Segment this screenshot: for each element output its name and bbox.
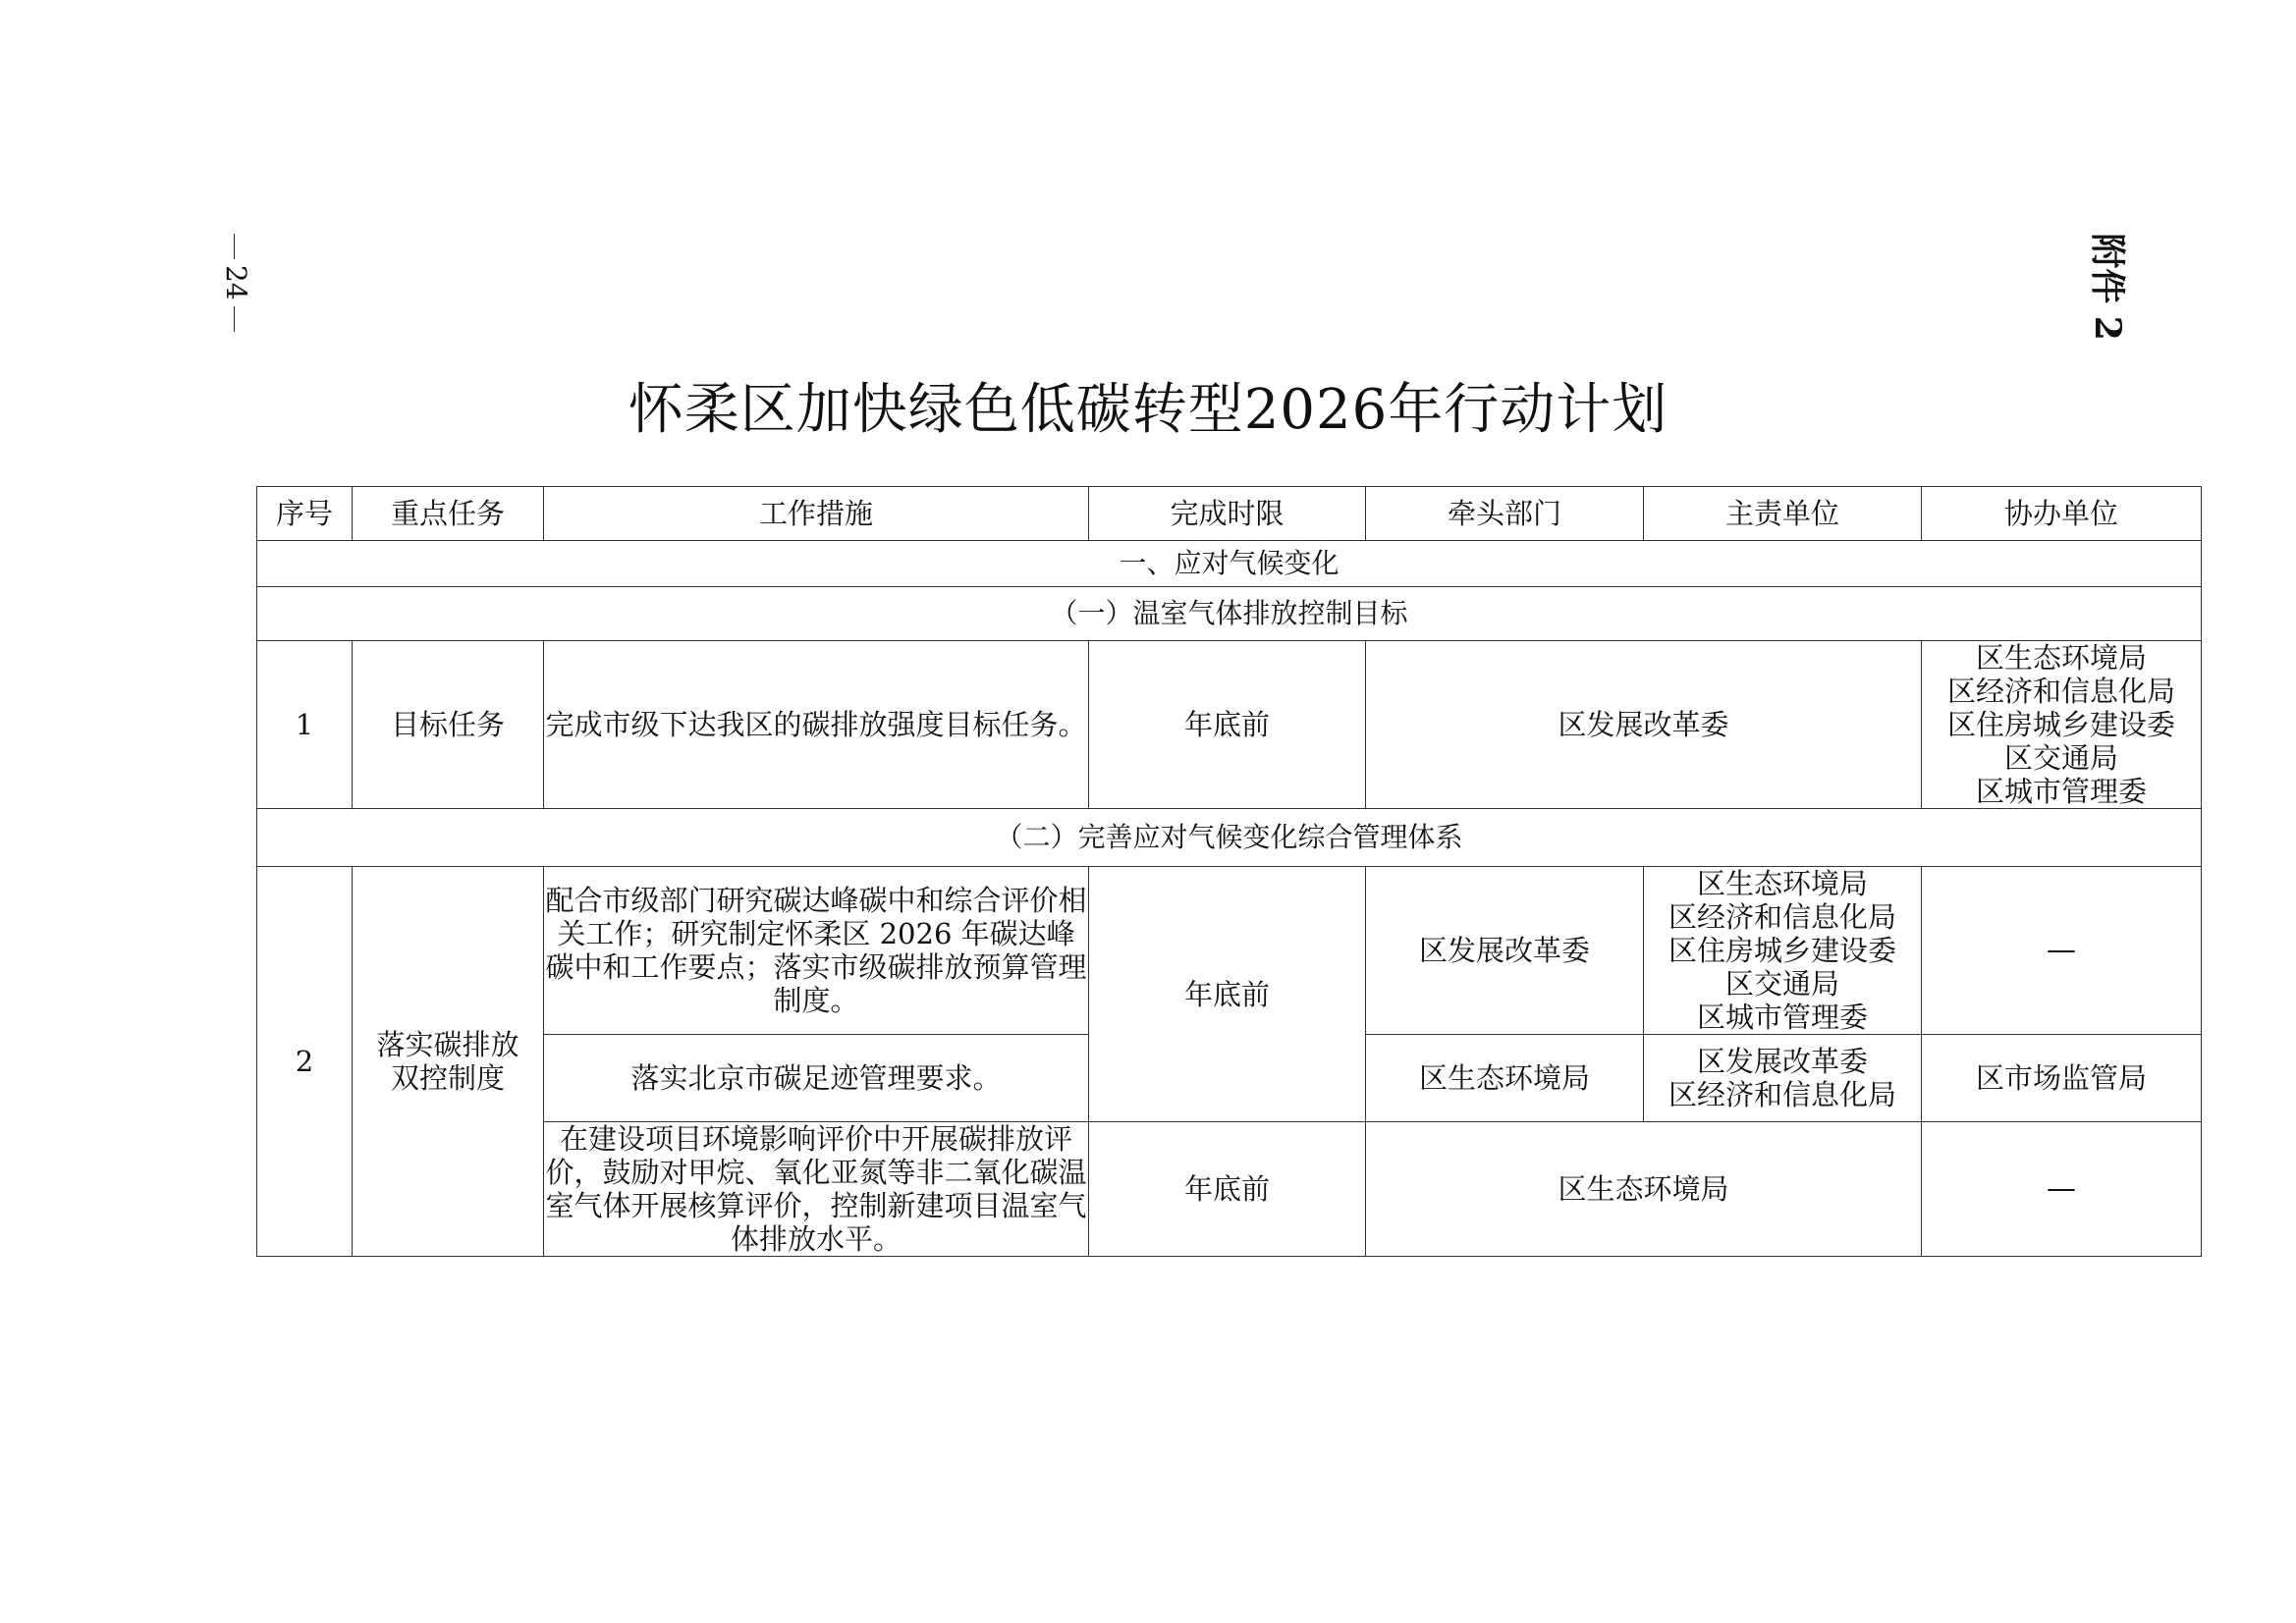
header-measure: 工作措施 xyxy=(544,487,1089,541)
resp-unit: 区城市管理委 xyxy=(1696,1001,1868,1034)
table-header-row xyxy=(257,487,2202,541)
header-seq: 序号 xyxy=(257,487,353,541)
resp-unit: 区经济和信息化局 xyxy=(1667,900,1896,934)
header-resp: 主责单位 xyxy=(1644,487,1922,541)
row-deadline: 年底前 xyxy=(1089,1122,1366,1257)
document-title: 怀柔区加快绿色低碳转型2026年行动计划 xyxy=(628,378,1668,442)
resp-unit: 区发展改革委 xyxy=(1696,1045,1868,1078)
row-measure: 完成市级下达我区的碳排放强度目标任务。 xyxy=(544,641,1089,809)
header-lead: 牵头部门 xyxy=(1366,487,1644,541)
row-measure: 落实北京市碳足迹管理要求。 xyxy=(544,1035,1089,1122)
row-assist xyxy=(1922,641,2202,809)
subsection-row xyxy=(257,809,2202,867)
header-task: 重点任务 xyxy=(353,487,544,541)
resp-unit: 区住房城乡建设委 xyxy=(1667,934,1896,967)
subsection-heading: （二）完善应对气候变化综合管理体系 xyxy=(257,809,2202,867)
row-measure: 在建设项目环境影响评价中开展碳排放评价，鼓励对甲烷、氧化亚氮等非二氧化碳温室气体开展核算评价，控制新建项目温室气体排放水平。 xyxy=(545,1122,1087,1256)
action-plan-table xyxy=(256,486,2202,1257)
subsection-row xyxy=(257,587,2202,641)
attachment-label: 附件 2 xyxy=(2087,233,2128,341)
header-deadline: 完成时限 xyxy=(1089,487,1366,541)
row-seq: 1 xyxy=(257,641,353,809)
section-heading: 一、应对气候变化 xyxy=(257,541,2202,587)
resp-unit: 区生态环境局 xyxy=(1696,867,1868,900)
row-resp xyxy=(1644,1035,1922,1122)
row-assist: — xyxy=(1922,867,2202,1035)
subsection-heading: （一）温室气体排放控制目标 xyxy=(257,587,2202,641)
row-lead-resp: 区生态环境局 xyxy=(1366,1122,1922,1257)
row-assist: 区市场监管局 xyxy=(1922,1035,2202,1122)
row-measure: 配合市级部门研究碳达峰碳中和综合评价相关工作；研究制定怀柔区 2026 年碳达峰碳中和工作要点；落实市级碳排放预算管理制度。 xyxy=(544,867,1089,1035)
table-row xyxy=(257,641,2202,809)
header-assist: 协办单位 xyxy=(1922,487,2202,541)
section-row xyxy=(257,541,2202,587)
row-seq: 2 xyxy=(257,867,353,1257)
task-line: 双控制度 xyxy=(390,1061,505,1095)
task-line: 落实碳排放 xyxy=(376,1028,519,1061)
row-resp xyxy=(1644,867,1922,1035)
row-task: 目标任务 xyxy=(353,641,544,809)
table-row xyxy=(257,1122,2202,1257)
assist-unit: 区城市管理委 xyxy=(1975,775,2147,808)
resp-unit: 区交通局 xyxy=(1724,967,1839,1001)
assist-unit: 区交通局 xyxy=(2003,741,2118,775)
row-assist: — xyxy=(1922,1122,2202,1257)
table-row xyxy=(257,867,2202,1035)
row-lead: 区发展改革委 xyxy=(1366,867,1644,1035)
assist-unit: 区经济和信息化局 xyxy=(1946,675,2175,708)
row-deadline: 年底前 xyxy=(1089,641,1366,809)
row-lead: 区生态环境局 xyxy=(1366,1035,1644,1122)
assist-unit: 区生态环境局 xyxy=(1975,641,2147,675)
row-lead-resp: 区发展改革委 xyxy=(1366,641,1922,809)
assist-unit: 区住房城乡建设委 xyxy=(1946,708,2175,741)
row-deadline: 年底前 xyxy=(1089,867,1366,1122)
page-number: 24 xyxy=(222,228,249,314)
row-task xyxy=(353,867,544,1257)
resp-unit: 区经济和信息化局 xyxy=(1667,1078,1896,1111)
